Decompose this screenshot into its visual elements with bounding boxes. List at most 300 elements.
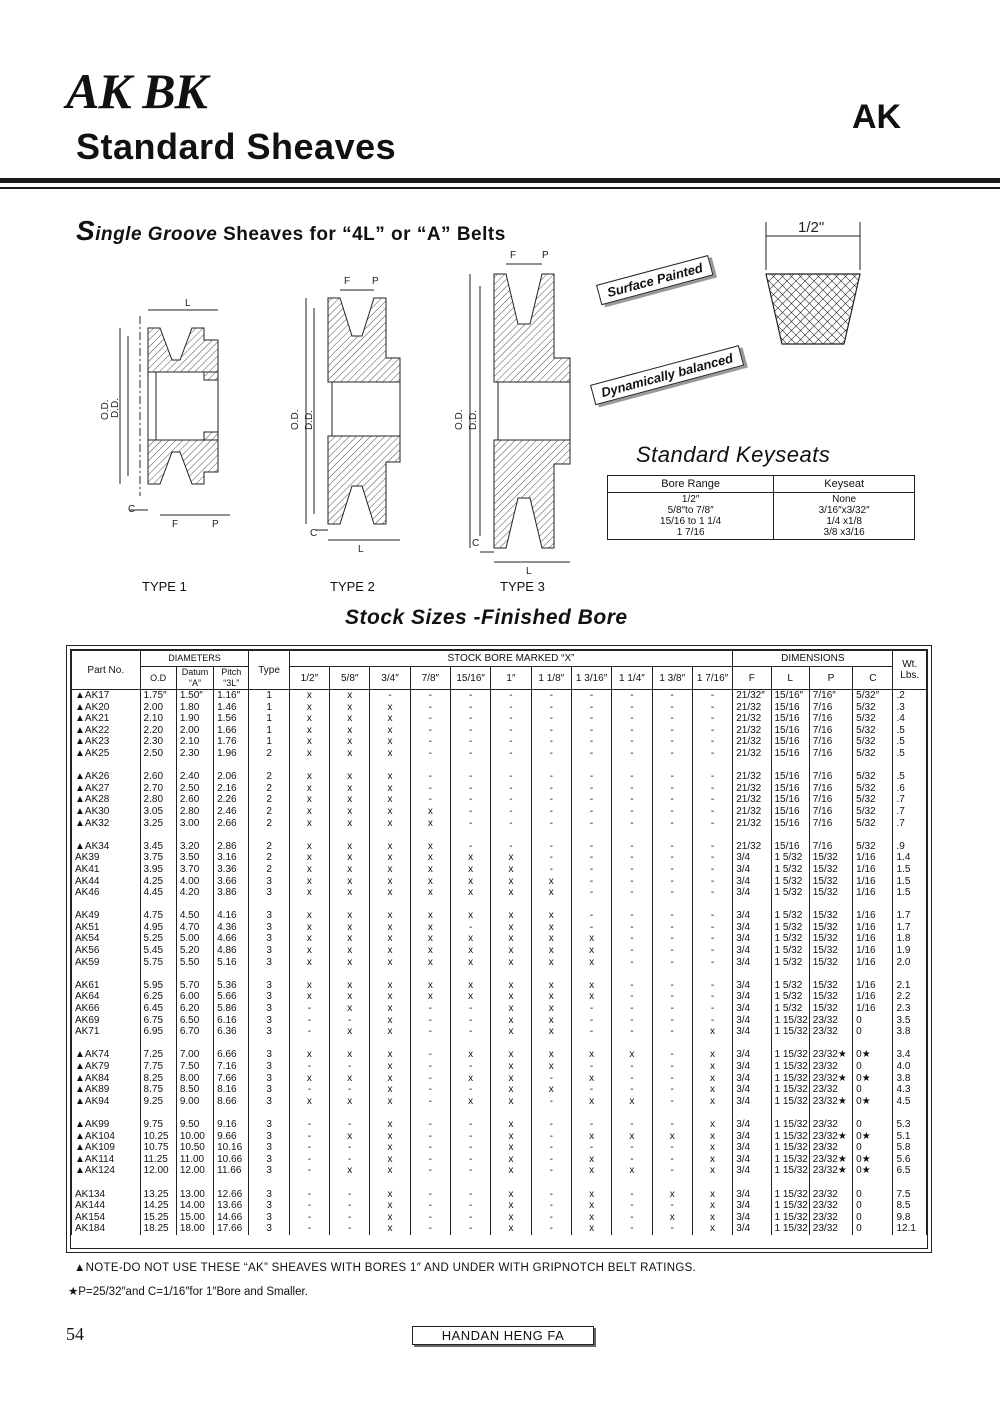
table-cell: - — [652, 864, 692, 876]
table-cell: 3/4 — [733, 1142, 771, 1154]
table-cell: 15/32 — [809, 991, 852, 1003]
stock-sizes-title: Stock Sizes -Finished Bore — [345, 606, 628, 629]
spacer-cell — [140, 968, 176, 980]
spacer-cell — [176, 899, 213, 911]
table-cell: 3 — [249, 1142, 289, 1154]
table-cell: 3.86 — [214, 887, 249, 899]
table-cell: x — [410, 957, 450, 969]
table-cell: - — [451, 841, 491, 853]
table-cell: 3.45 — [140, 841, 176, 853]
spacer-cell — [733, 829, 771, 841]
table-cell: x — [652, 1189, 692, 1201]
table-cell: - — [652, 910, 692, 922]
table-cell: 15/32 — [809, 876, 852, 888]
spacer-cell — [853, 899, 893, 911]
table-cell: 5.75 — [140, 957, 176, 969]
table-cell: x — [571, 1223, 611, 1235]
table-cell: - — [692, 991, 732, 1003]
table-cell: 21/32 — [733, 713, 771, 725]
table-cell: AK61 — [72, 980, 141, 992]
table-row — [72, 690, 927, 702]
type1-label-c: C — [128, 504, 136, 515]
table-cell: 5/32 — [853, 771, 893, 783]
table-cell: 12.66 — [214, 1189, 249, 1201]
table-cell: 2.50 — [176, 783, 213, 795]
table-row — [72, 1154, 927, 1166]
table-cell: 14.25 — [140, 1200, 176, 1212]
table-cell: 1.5 — [893, 876, 927, 888]
table-row — [72, 1200, 927, 1212]
table-cell: x — [330, 794, 370, 806]
note-star: ★P=25/32″and C=1/16″for 1″Bore and Smaller. — [68, 1286, 308, 1298]
table-cell: 7/16 — [809, 771, 852, 783]
table-cell: - — [289, 1015, 329, 1027]
table-row — [72, 783, 927, 795]
spacer-cell — [289, 760, 329, 772]
table-cell: ▲AK34 — [72, 841, 141, 853]
table-cell: 1 15/32 — [771, 1165, 809, 1177]
table-cell: ▲AK25 — [72, 748, 141, 760]
table-cell: 1 15/32 — [771, 1073, 809, 1085]
header-rule-thick — [0, 178, 1000, 183]
table-cell: 2 — [249, 818, 289, 830]
table-cell: 5/32″ — [853, 690, 893, 702]
table-cell: AK69 — [72, 1015, 141, 1027]
table-cell: 1 15/32 — [771, 1084, 809, 1096]
table-cell: - — [531, 690, 571, 702]
group-spacer — [72, 1107, 927, 1119]
table-cell: 2.10 — [140, 713, 176, 725]
spacer-cell — [652, 829, 692, 841]
table-cell: 1 5/32 — [771, 980, 809, 992]
table-cell: 15/32 — [809, 945, 852, 957]
table-cell: x — [692, 1073, 732, 1085]
type2-bore — [332, 382, 400, 436]
table-cell: - — [692, 771, 732, 783]
table-cell: x — [491, 1212, 531, 1224]
table-cell: - — [289, 1003, 329, 1015]
table-cell: - — [612, 933, 652, 945]
spacer-cell — [733, 1038, 771, 1050]
table-cell: x — [692, 1049, 732, 1061]
table-cell: - — [652, 1049, 692, 1061]
table-cell: - — [652, 748, 692, 760]
table-cell: - — [531, 702, 571, 714]
table-cell: 12.00 — [140, 1165, 176, 1177]
table-row — [72, 1096, 927, 1108]
table-cell: 13.00 — [176, 1189, 213, 1201]
col-bore-8: 1 1/4″ — [612, 667, 652, 690]
table-cell: 2.80 — [140, 794, 176, 806]
table-cell: - — [571, 713, 611, 725]
table-cell: x — [370, 1154, 410, 1166]
table-cell: 4.0 — [893, 1061, 927, 1073]
table-cell: x — [289, 690, 329, 702]
table-cell: x — [289, 945, 329, 957]
type2-label-dd: D.D. — [304, 410, 315, 430]
table-cell: - — [652, 783, 692, 795]
table-cell: 5.66 — [214, 991, 249, 1003]
table-cell: 15/16 — [771, 713, 809, 725]
type3-drawing — [454, 250, 570, 577]
table-cell: - — [410, 1084, 450, 1096]
table-cell: 1.56 — [214, 713, 249, 725]
table-cell: 1 5/32 — [771, 864, 809, 876]
col-bore-7: 1 3/16″ — [571, 667, 611, 690]
table-cell: - — [451, 1119, 491, 1131]
table-cell: 3 — [249, 1189, 289, 1201]
table-cell: x — [330, 713, 370, 725]
table-cell: 3.25 — [140, 818, 176, 830]
spacer-cell — [72, 1038, 141, 1050]
table-cell: - — [652, 933, 692, 945]
table-row — [72, 771, 927, 783]
table-cell: 3/4 — [733, 1026, 771, 1038]
table-cell: x — [370, 876, 410, 888]
table-cell: - — [612, 1200, 652, 1212]
table-cell: 0★ — [853, 1049, 893, 1061]
table-cell: 3/4 — [733, 1200, 771, 1212]
table-cell: - — [410, 1131, 450, 1143]
table-cell: 5.45 — [140, 945, 176, 957]
table-cell: 1 5/32 — [771, 933, 809, 945]
col-datum: Datum “A” — [176, 667, 213, 690]
table-cell: 5.00 — [176, 933, 213, 945]
table-cell: - — [692, 957, 732, 969]
table-cell: - — [531, 794, 571, 806]
table-cell: x — [330, 864, 370, 876]
table-row — [72, 957, 927, 969]
table-cell: 3/4 — [733, 1154, 771, 1166]
table-cell: 3/4 — [733, 864, 771, 876]
spacer-cell — [491, 760, 531, 772]
table-cell: 1 5/32 — [771, 945, 809, 957]
table-row — [72, 1119, 927, 1131]
group-spacer — [72, 899, 927, 911]
group-spacer — [72, 1038, 927, 1050]
table-cell: 15/16 — [771, 702, 809, 714]
table-cell: 1 15/32 — [771, 1061, 809, 1073]
table-cell: x — [370, 771, 410, 783]
table-cell: 15/16 — [771, 748, 809, 760]
table-cell: ▲AK74 — [72, 1049, 141, 1061]
table-cell: 3 — [249, 1003, 289, 1015]
spacer-cell — [771, 760, 809, 772]
table-cell: 9.50 — [176, 1119, 213, 1131]
table-cell: - — [410, 771, 450, 783]
table-cell: x — [571, 980, 611, 992]
table-cell: - — [692, 713, 732, 725]
spacer-cell — [853, 1038, 893, 1050]
table-cell: ▲AK94 — [72, 1096, 141, 1108]
spacer-cell — [249, 899, 289, 911]
table-cell: 1 15/32 — [771, 1096, 809, 1108]
table-cell: x — [330, 748, 370, 760]
table-cell: 8.66 — [214, 1096, 249, 1108]
table-cell: 1.4 — [893, 852, 927, 864]
table-cell: - — [531, 736, 571, 748]
table-cell: 3.8 — [893, 1026, 927, 1038]
table-row — [72, 864, 927, 876]
spacer-cell — [214, 1107, 249, 1119]
table-cell: 2.10 — [176, 736, 213, 748]
table-cell: - — [289, 1142, 329, 1154]
table-cell: 3/4 — [733, 1015, 771, 1027]
table-cell: - — [410, 783, 450, 795]
table-cell: x — [370, 794, 410, 806]
spacer-cell — [733, 899, 771, 911]
table-cell: x — [289, 702, 329, 714]
table-cell: - — [451, 1084, 491, 1096]
table-cell: 9.25 — [140, 1096, 176, 1108]
table-cell: 6.16 — [214, 1015, 249, 1027]
type3-label-c: C — [472, 538, 480, 549]
table-cell: 7.75 — [140, 1061, 176, 1073]
spacer-cell — [370, 1177, 410, 1189]
table-cell: x — [289, 922, 329, 934]
table-cell: - — [531, 852, 571, 864]
type3-bore — [498, 382, 570, 440]
type1-label-l: L — [185, 298, 191, 309]
spacer-cell — [140, 829, 176, 841]
table-cell: x — [289, 852, 329, 864]
table-cell: x — [491, 945, 531, 957]
table-cell: 1.90 — [176, 713, 213, 725]
table-cell: x — [370, 1165, 410, 1177]
table-cell: - — [652, 725, 692, 737]
table-cell: 0 — [853, 1119, 893, 1131]
table-cell: 4.5 — [893, 1096, 927, 1108]
table-cell: 3/4 — [733, 887, 771, 899]
table-cell: 0 — [853, 1061, 893, 1073]
spacer-cell — [410, 829, 450, 841]
spacer-cell — [176, 760, 213, 772]
table-cell: 2 — [249, 852, 289, 864]
table-cell: 3 — [249, 991, 289, 1003]
table-cell: - — [652, 852, 692, 864]
table-cell: x — [451, 876, 491, 888]
table-cell: - — [571, 1026, 611, 1038]
table-row — [72, 1189, 927, 1201]
spacer-cell — [531, 760, 571, 772]
table-cell: 15/32 — [809, 852, 852, 864]
keyseats-keyseat-cell: None 3/16″x3/32″ 1/4 x1/8 3/8 x3/16 — [774, 493, 915, 540]
type2-upper-section — [328, 298, 400, 382]
table-cell: AK59 — [72, 957, 141, 969]
table-cell: 15/16 — [771, 736, 809, 748]
spacer-cell — [176, 1177, 213, 1189]
table-cell: - — [491, 725, 531, 737]
table-cell: .4 — [893, 713, 927, 725]
table-cell: 23/32 — [809, 1015, 852, 1027]
table-cell: 15/32 — [809, 922, 852, 934]
table-cell: - — [330, 1061, 370, 1073]
table-cell: 6.95 — [140, 1026, 176, 1038]
table-cell: AK66 — [72, 1003, 141, 1015]
table-cell: x — [571, 1049, 611, 1061]
table-cell: 1.5 — [893, 887, 927, 899]
keyseats-header-keyseat: Keyseat — [774, 476, 915, 493]
table-cell: - — [451, 783, 491, 795]
table-cell: - — [652, 1003, 692, 1015]
table-cell: 6.36 — [214, 1026, 249, 1038]
col-bore-2: 3/4″ — [370, 667, 410, 690]
table-cell: - — [451, 1223, 491, 1235]
table-cell: - — [571, 748, 611, 760]
spacer-cell — [330, 968, 370, 980]
table-cell: x — [370, 1084, 410, 1096]
table-cell: - — [289, 1223, 329, 1235]
table-cell: - — [571, 1119, 611, 1131]
table-cell: x — [370, 1200, 410, 1212]
type3-label-p: P — [542, 250, 549, 261]
spacer-cell — [893, 1038, 927, 1050]
table-cell: - — [410, 1049, 450, 1061]
table-cell: 9.00 — [176, 1096, 213, 1108]
table-cell: x — [370, 1189, 410, 1201]
spacer-cell — [330, 1107, 370, 1119]
spacer-cell — [451, 1038, 491, 1050]
table-cell: x — [410, 852, 450, 864]
table-cell: - — [652, 991, 692, 1003]
table-cell: 5.86 — [214, 1003, 249, 1015]
col-type: Type — [249, 651, 289, 690]
table-cell: x — [370, 1026, 410, 1038]
table-cell: - — [451, 922, 491, 934]
table-cell: x — [451, 957, 491, 969]
table-cell: 7.00 — [176, 1049, 213, 1061]
table-cell: - — [451, 1026, 491, 1038]
table-cell: - — [612, 690, 652, 702]
table-cell: x — [531, 910, 571, 922]
table-cell: - — [652, 1061, 692, 1073]
table-row — [72, 1084, 927, 1096]
spacer-cell — [652, 1038, 692, 1050]
table-cell: 7/16 — [809, 841, 852, 853]
table-row — [72, 1049, 927, 1061]
table-cell: 23/32 — [809, 1189, 852, 1201]
table-cell: 0 — [853, 1026, 893, 1038]
table-cell: 7/16 — [809, 702, 852, 714]
table-cell: - — [491, 818, 531, 830]
type3-label-dd: D.D. — [468, 410, 479, 430]
spacer-cell — [451, 1177, 491, 1189]
spacer-cell — [72, 1177, 141, 1189]
table-cell: - — [531, 783, 571, 795]
table-cell: 3 — [249, 876, 289, 888]
table-cell: 1/16 — [853, 852, 893, 864]
table-cell: 1 5/32 — [771, 887, 809, 899]
table-cell: - — [451, 1189, 491, 1201]
table-cell: - — [531, 1165, 571, 1177]
table-row — [72, 1026, 927, 1038]
table-cell: 3 — [249, 1096, 289, 1108]
table-cell: 7/16 — [809, 736, 852, 748]
table-cell: - — [652, 957, 692, 969]
spacer-cell — [733, 1177, 771, 1189]
table-cell: 1 15/32 — [771, 1189, 809, 1201]
table-cell: - — [571, 818, 611, 830]
table-cell: - — [692, 922, 732, 934]
type3-label-f: F — [510, 250, 517, 261]
table-cell: - — [612, 1026, 652, 1038]
table-cell: - — [531, 748, 571, 760]
table-cell: 15/16 — [771, 783, 809, 795]
table-cell: 3.4 — [893, 1049, 927, 1061]
table-cell: x — [289, 771, 329, 783]
col-weight: Wt. Lbs. — [893, 651, 927, 690]
spacer-cell — [571, 1177, 611, 1189]
col-dim-p: P — [809, 667, 852, 690]
table-cell: x — [491, 980, 531, 992]
table-cell: - — [370, 690, 410, 702]
table-cell: 15/16″ — [771, 690, 809, 702]
spacer-cell — [771, 968, 809, 980]
spacer-cell — [214, 829, 249, 841]
spacer-cell — [571, 829, 611, 841]
table-cell: x — [451, 1073, 491, 1085]
table-cell: 4.70 — [176, 922, 213, 934]
table-cell: 0 — [853, 1212, 893, 1224]
table-cell: 3.8 — [893, 1073, 927, 1085]
table-cell: 1 15/32 — [771, 1049, 809, 1061]
table-cell: 1.46 — [214, 702, 249, 714]
spacer-cell — [692, 760, 732, 772]
table-cell: - — [652, 818, 692, 830]
spacer-cell — [72, 1107, 141, 1119]
table-cell: 15/32 — [809, 1003, 852, 1015]
table-cell: - — [531, 1073, 571, 1085]
table-cell: 2.46 — [214, 806, 249, 818]
table-cell: 5.6 — [893, 1154, 927, 1166]
table-cell: - — [491, 806, 531, 818]
table-cell: x — [491, 1131, 531, 1143]
table-cell: 3.66 — [214, 876, 249, 888]
table-cell: - — [451, 806, 491, 818]
table-cell: .2 — [893, 690, 927, 702]
table-cell: - — [571, 887, 611, 899]
table-cell: 1/16 — [853, 957, 893, 969]
table-cell: 3/4 — [733, 1119, 771, 1131]
table-cell: 6.75 — [140, 1015, 176, 1027]
table-cell: 5.8 — [893, 1142, 927, 1154]
table-cell: 23/32 — [809, 1026, 852, 1038]
table-cell: x — [531, 933, 571, 945]
table-cell: - — [289, 1119, 329, 1131]
type3-lower-section — [494, 440, 570, 548]
table-cell: - — [612, 771, 652, 783]
table-cell: x — [491, 1165, 531, 1177]
table-cell: 1/16 — [853, 910, 893, 922]
table-cell: 1 — [249, 736, 289, 748]
table-cell: x — [289, 957, 329, 969]
table-cell: x — [531, 945, 571, 957]
table-cell: 2 — [249, 864, 289, 876]
table-cell: - — [451, 725, 491, 737]
table-cell: 14.66 — [214, 1212, 249, 1224]
table-cell: x — [491, 1049, 531, 1061]
table-cell: - — [289, 1200, 329, 1212]
table-cell: - — [531, 1119, 571, 1131]
table-cell: 15/32 — [809, 980, 852, 992]
table-cell: - — [571, 864, 611, 876]
spacer-cell — [214, 1038, 249, 1050]
table-cell: 21/32 — [733, 841, 771, 853]
table-cell: 3/4 — [733, 1131, 771, 1143]
table-cell: .5 — [893, 736, 927, 748]
table-cell: - — [652, 1015, 692, 1027]
table-cell: 1/16 — [853, 945, 893, 957]
